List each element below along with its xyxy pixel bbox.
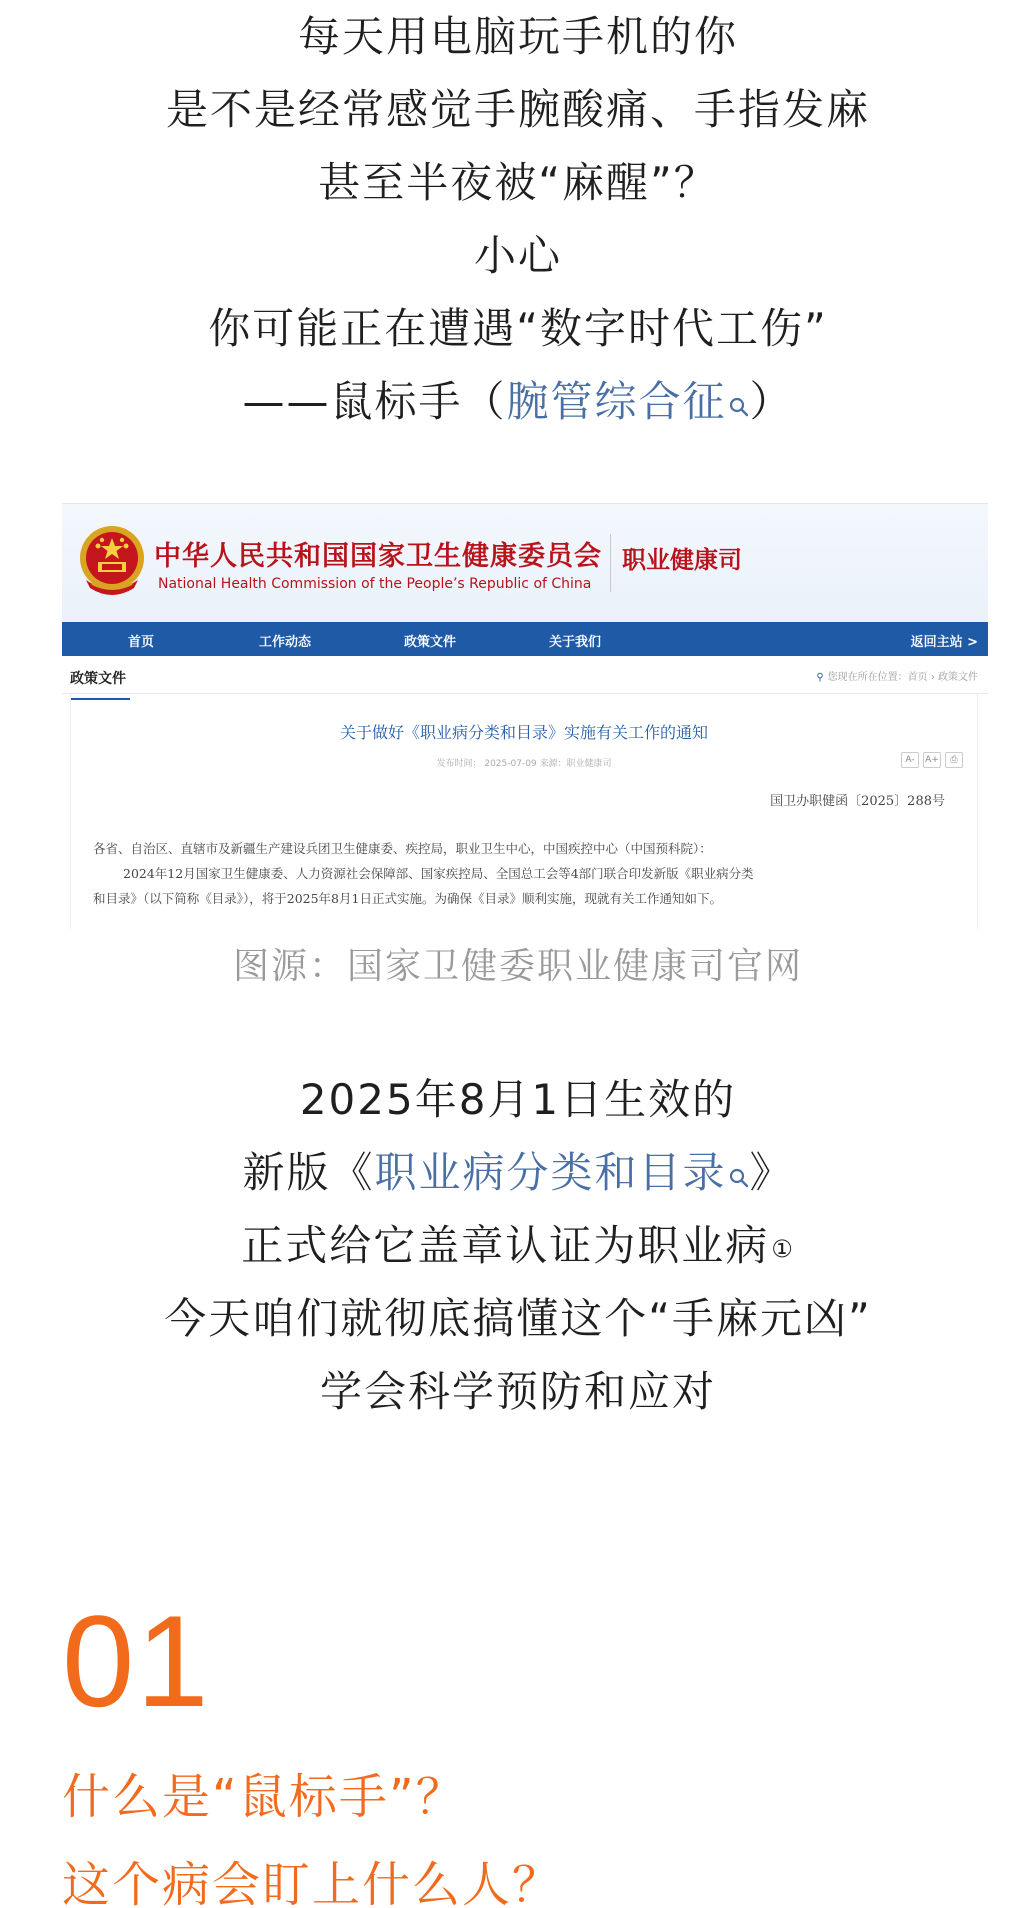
national-emblem-icon — [74, 522, 150, 602]
article-tools — [901, 752, 963, 768]
site-navbar — [62, 622, 988, 656]
nav-about-us[interactable]: 关于我们 — [549, 635, 602, 650]
intro-line-5: 你可能正在遭遇“数字时代工伤” — [208, 304, 828, 353]
org-name-en: National Health Commission of the People’s Republic of China — [158, 576, 592, 592]
mid-line-2-suffix: 》 — [749, 1148, 794, 1197]
mid-line-4: 今天咱们就彻底搞懂这个“手麻元凶” — [164, 1294, 872, 1343]
mid-text — [0, 1063, 1036, 1428]
nav-policy-documents[interactable]: 政策文件 — [404, 631, 456, 650]
mid-line-2 — [0, 1136, 1036, 1209]
intro-line-3: 甚至半夜被“麻醒”？ — [318, 158, 718, 207]
mid-line-1: 2025年8月1日生效的 — [299, 1075, 737, 1124]
search-icon[interactable] — [728, 1138, 750, 1160]
section-question-2: 这个病会盯上什么人？ — [62, 1857, 563, 1908]
intro-line-2: 是不是经常感觉手腕酸痛、手指发麻 — [165, 85, 870, 134]
nav-home[interactable]: 首页 — [128, 635, 155, 650]
org-name-cn: 中华人民共和国国家卫生健康委员会 — [154, 541, 602, 572]
intro-line-4: 小心 — [473, 231, 562, 280]
article-body-line: 各省、自治区、直辖市及新疆生产建设兵团卫生健康委、疾控局，职业卫生中心，中国疾控中心（中国预科院）： — [93, 841, 712, 856]
intro-text — [0, 0, 1036, 438]
article-body — [93, 836, 957, 911]
font-decrease-button[interactable]: A- — [901, 752, 919, 768]
header-divider — [610, 534, 611, 592]
mid-line-2-prefix: 新版《 — [242, 1148, 375, 1197]
image-caption: 图源：国家卫健委职业健康司官网 — [232, 946, 803, 987]
mid-line-5: 学会科学预防和应对 — [319, 1367, 716, 1416]
article-panel — [70, 694, 978, 929]
location-pin-icon: ⚲ — [816, 672, 824, 683]
keyword-link-occupational-disease-list[interactable]: 职业病分类和目录 — [374, 1148, 727, 1197]
mid-line-3-text: 正式给它盖章认证为职业病 — [241, 1221, 770, 1270]
mid-line-3 — [0, 1209, 1036, 1282]
article-body-line: 和目录》（以下简称《目录》），将于2025年8月1日正式实施。为确保《目录》顺利实施，现就有关工作通知如下。 — [93, 891, 722, 906]
website-screenshot — [62, 503, 988, 929]
breadcrumb-bar — [62, 656, 988, 694]
section-question-1: 什么是“鼠标手”？ — [62, 1769, 466, 1825]
nav-work-news[interactable]: 工作动态 — [259, 635, 312, 650]
section-number: 01 — [62, 1588, 211, 1734]
article-body-line: 2024年12月国家卫生健康委、人力资源社会保障部、国家疾控局、全国总工会等4部门联合印发新版《职业病分类 — [123, 866, 754, 881]
intro-line-6-suffix: ） — [749, 377, 794, 426]
breadcrumb-text[interactable]: 您现在所在位置：首页 › 政策文件 — [827, 672, 978, 683]
print-button[interactable]: ⎙ — [945, 752, 963, 768]
breadcrumb — [816, 668, 978, 683]
document-number: 国卫办职健函〔2025〕288号 — [770, 794, 945, 809]
intro-line-6 — [0, 365, 1036, 438]
department-name: 职业健康司 — [622, 546, 742, 574]
keyword-link-carpal-tunnel[interactable]: 腕管综合征 — [506, 377, 727, 426]
section-title: 政策文件 — [70, 668, 126, 688]
intro-line-6-prefix: ——鼠标手（ — [242, 377, 507, 426]
footnote-marker[interactable]: ① — [771, 1235, 795, 1263]
article-title: 关于做好《职业病分类和目录》实施有关工作的通知 — [339, 723, 708, 742]
site-header — [62, 504, 988, 622]
search-icon[interactable] — [728, 367, 750, 389]
intro-line-1: 每天用电脑玩手机的你 — [297, 12, 738, 61]
back-to-main-site-link[interactable]: 返回主站 > — [910, 635, 978, 650]
font-increase-button[interactable]: A+ — [923, 752, 941, 768]
article-meta: 发布时间： 2025-07-09 来源：职业健康司 — [436, 759, 612, 769]
